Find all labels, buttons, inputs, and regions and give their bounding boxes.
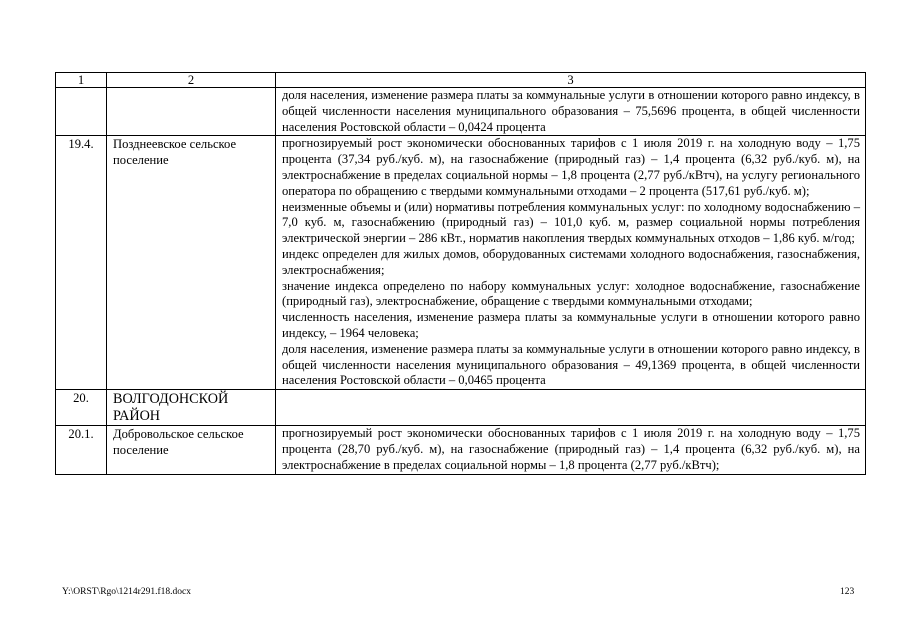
tariff-table — [55, 72, 866, 475]
footer-page-number: 123 — [840, 587, 855, 597]
table-row — [56, 136, 866, 390]
continuation-paragraph: доля населения, изменение размера платы за коммунальные услуги в отношении которого равно индексу, в общей численности населения муниципального образования – 75,5696 процента, в общей численности населения Ростовской области – 0,0424 процента — [282, 88, 860, 134]
population-count-paragraph: численность населения, изменение размера платы за коммунальные услуги в отношении которого равно индексу, – 1964 человека; — [282, 310, 860, 340]
district-name-cell: ВОЛГОДОНСКОЙ РАЙОН — [107, 390, 276, 426]
row-text-cell — [276, 426, 866, 474]
house-type-paragraph: индекс определен для жилых домов, оборудованных системами холодного водоснабжения, газоснабжения, электроснабжения; — [282, 246, 860, 277]
table-row — [56, 88, 866, 136]
row-text-cell — [276, 88, 866, 136]
tariff-growth-paragraph: прогнозируемый рост экономически обоснованных тарифов с 1 июля 2019 г. на холодную воду – 1,75 процента (28,70 руб./куб. м), на газоснабжение (природный газ) – 1,4 процента (6,32 руб./куб. м), на электроснабжение в пределах социальной нормы – 1,8 процента (2,77 руб./кВтч); — [282, 426, 860, 472]
table-header-row — [56, 73, 866, 88]
column-number-3: 3 — [276, 73, 866, 88]
row-number-cell: 19.4. — [56, 136, 107, 390]
row-number-cell: 20.1. — [56, 426, 107, 474]
row-number-cell — [56, 88, 107, 136]
column-number-2: 2 — [107, 73, 276, 88]
row-text-cell — [276, 136, 866, 390]
consumption-volume-paragraph: неизменные объемы и (или) нормативы потребления коммунальных услуг: по холодному водоснабжению – 7,0 куб. м, газоснабжению (природный газ) – 101,0 куб. м, размер социальной нормы потребления электрической энергии – 286 кВт., норматив накопления твердых коммунальных отходов – 1,86 куб. м/год; — [282, 199, 860, 246]
row-name-cell: Добровольское сельское поселение — [107, 426, 276, 474]
table-row — [56, 426, 866, 474]
row-number-cell: 20. — [56, 390, 107, 426]
row-text-cell — [276, 390, 866, 426]
tariff-growth-paragraph: прогнозируемый рост экономически обоснованных тарифов с 1 июля 2019 г. на холодную воду – 1,75 процента (37,34 руб./куб. м), на газоснабжение (природный газ) – 1,4 процента (6,32 руб./куб. м), на электроснабжение в пределах социальной нормы – 1,8 процента (2,77 руб./кВтч), на услугу регионального оператора по обращению с твердыми коммунальными отходами – 2 процента (517,61 руб./куб. м); — [282, 136, 860, 198]
row-name-cell — [107, 88, 276, 136]
footer-file-path: Y:\ORST\Rgo\1214r291.f18.docx — [62, 587, 191, 597]
table-row — [56, 390, 866, 426]
population-share-paragraph: доля населения, изменение размера платы за коммунальные услуги в отношении которого равно индексу, в общей численности населения муниципального образования – 49,1369 процента, в общей численности населения Ростовской области – 0,0465 процента — [282, 341, 860, 388]
column-number-1: 1 — [56, 73, 107, 88]
service-set-paragraph: значение индекса определено по набору коммунальных услуг: холодное водоснабжение, газоснабжение (природный газ), электроснабжение, обращение с твердыми коммунальными отходами; — [282, 278, 860, 309]
row-name-cell: Позднеевское сельское поселение — [107, 136, 276, 390]
